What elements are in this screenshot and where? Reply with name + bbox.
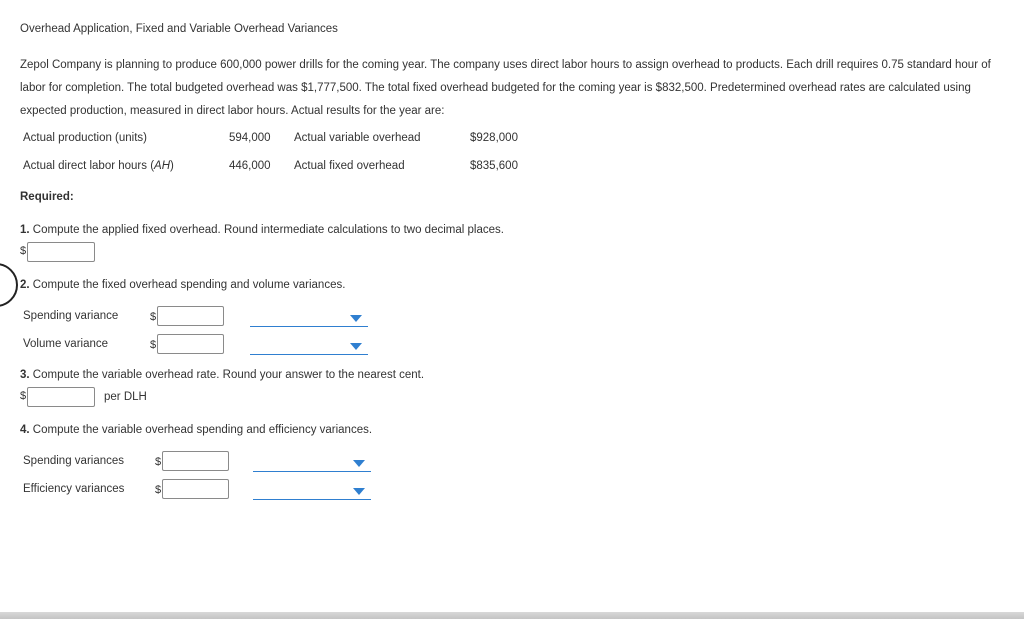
fixed-spending-variance-label: Spending variance [23, 310, 119, 322]
variable-spending-variance-input[interactable] [162, 451, 229, 471]
variable-spending-variance-select[interactable] [253, 455, 371, 472]
question-4: 4. Compute the variable overhead spending and efficiency variances. [20, 424, 373, 436]
fixed-spending-variance-input[interactable] [157, 306, 224, 326]
currency-symbol: $ [155, 484, 162, 496]
fixed-volume-variance-label: Volume variance [23, 338, 109, 350]
variable-efficiency-variance-select[interactable] [253, 483, 371, 500]
variable-spending-variance-label: Spending variances [23, 455, 125, 467]
actual-production-label: Actual production (units) [23, 132, 148, 144]
currency-symbol: $ [20, 390, 27, 402]
variable-overhead-rate-input[interactable] [27, 387, 95, 407]
problem-description: Zepol Company is planning to produce 600,000 power drills for the coming year. The company uses direct labor hours to assign overhead to products. Each drill requires 0.75 standard hour of labor for completion. The total budgeted overhead was $1,777,500. The total fixed overhead budgeted for the coming year is $832,500. Predetermined overhead rates are calculated using expected production, measured in direct labor hours. Actual results for the year are: [20, 59, 991, 117]
fixed-spending-variance-select[interactable] [250, 310, 368, 327]
chevron-down-icon [350, 315, 362, 322]
fixed-volume-variance-select[interactable] [250, 338, 368, 355]
currency-symbol: $ [155, 456, 162, 468]
actual-fixed-overhead-label: Actual fixed overhead [294, 160, 405, 172]
actual-dlh-value: 446,000 [229, 160, 271, 172]
currency-symbol: $ [150, 311, 157, 323]
question-1: 1. Compute the applied fixed overhead. Round intermediate calculations to two decimal places. [20, 224, 504, 236]
chevron-down-icon [353, 488, 365, 495]
actual-dlh-label: Actual direct labor hours (AH) [23, 160, 174, 172]
question-3: 3. Compute the variable overhead rate. Round your answer to the nearest cent. [20, 369, 425, 381]
question-2: 2. Compute the fixed overhead spending and volume variances. [20, 279, 346, 291]
currency-symbol: $ [20, 245, 27, 257]
actual-fixed-overhead-value: $835,600 [470, 160, 518, 172]
actual-production-value: 594,000 [229, 132, 271, 144]
required-heading: Required: [20, 191, 74, 203]
actual-variable-overhead-label: Actual variable overhead [294, 132, 421, 144]
variable-efficiency-variance-input[interactable] [162, 479, 229, 499]
applied-fixed-overhead-input[interactable] [27, 242, 95, 262]
per-dlh-unit: per DLH [104, 391, 147, 403]
horizontal-scrollbar[interactable] [0, 612, 1024, 619]
chevron-down-icon [350, 343, 362, 350]
chevron-down-icon [353, 460, 365, 467]
fixed-volume-variance-input[interactable] [157, 334, 224, 354]
page-title: Overhead Application, Fixed and Variable Overhead Variances [20, 23, 338, 35]
variable-efficiency-variance-label: Efficiency variances [23, 483, 125, 495]
actual-variable-overhead-value: $928,000 [470, 132, 518, 144]
ah-abbrev: AH [154, 160, 171, 172]
currency-symbol: $ [150, 339, 157, 351]
scroll-marker-circle [0, 263, 18, 307]
